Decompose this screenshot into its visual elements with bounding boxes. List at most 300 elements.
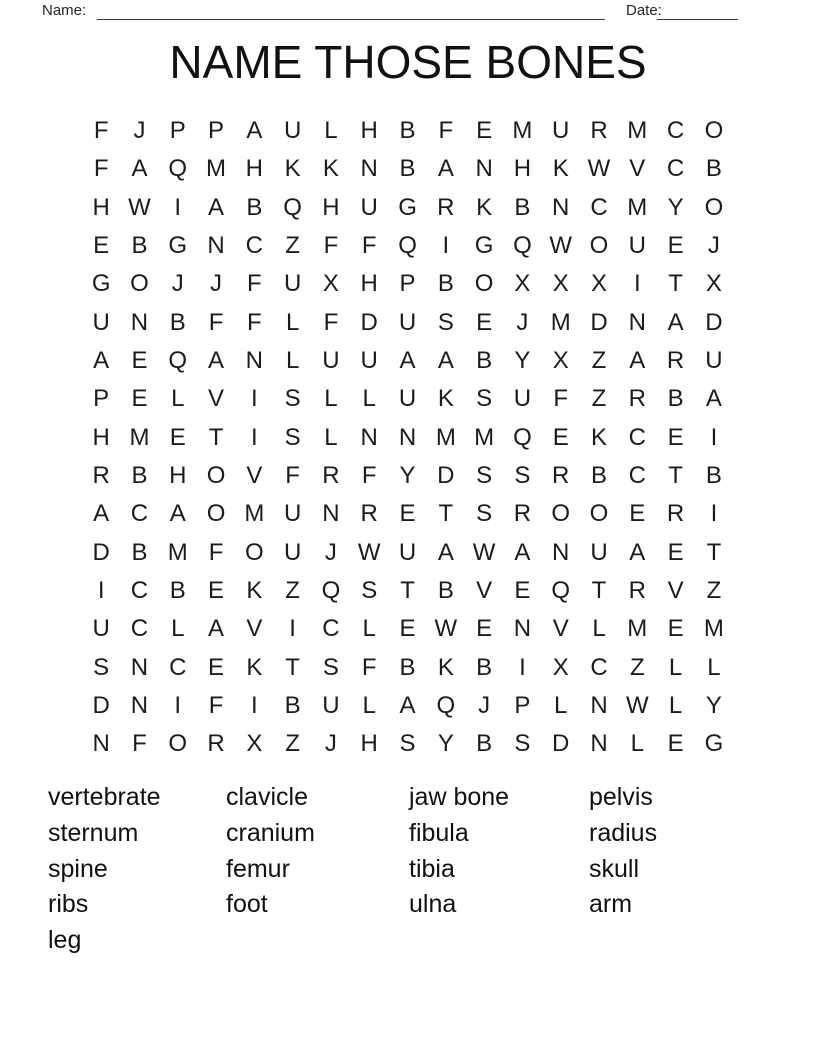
grid-letter: G [91, 270, 111, 298]
grid-letter: N [245, 347, 263, 375]
grid-letter: J [133, 117, 146, 145]
grid-letter: I [442, 232, 450, 260]
word-list-column [226, 780, 409, 959]
grid-letter: A [93, 500, 110, 528]
grid-letter: F [208, 308, 224, 336]
word-list-item: arm [589, 890, 633, 919]
grid-letter: L [362, 615, 376, 643]
grid-letter: B [705, 155, 722, 183]
grid-letter: Z [285, 577, 300, 605]
grid-letter: L [668, 653, 683, 681]
grid-letter: R [590, 117, 608, 145]
grid-letter: K [322, 155, 339, 183]
grid-letter: X [514, 270, 531, 298]
grid-letter: K [591, 423, 608, 451]
grid-letter: G [704, 730, 724, 758]
grid-letter: Q [513, 232, 532, 260]
grid-letter: E [476, 308, 493, 336]
grid-letter: G [168, 232, 188, 260]
grid-letter: X [705, 270, 722, 298]
grid-letter: T [438, 500, 454, 528]
grid-letter: R [666, 500, 685, 528]
grid-letter: N [207, 232, 225, 260]
grid-letter: I [251, 423, 258, 451]
grid-letter: P [169, 117, 186, 145]
grid-letter: Z [591, 385, 607, 413]
grid-letter: S [93, 653, 110, 681]
grid-letter: Q [513, 423, 532, 451]
grid-letter: L [668, 692, 683, 720]
grid-letter: B [514, 193, 531, 221]
grid-letter: C [628, 462, 646, 490]
grid-letter: U [360, 347, 378, 375]
grid-letter: R [92, 462, 110, 490]
grid-letter: A [131, 155, 148, 183]
grid-letter: A [208, 347, 225, 375]
grid-letter: C [130, 615, 149, 643]
grid-letter: S [437, 308, 454, 336]
grid-letter: U [283, 500, 302, 528]
grid-letter: C [322, 615, 340, 643]
grid-letter: A [399, 347, 416, 375]
grid-letter: O [206, 462, 226, 490]
grid-letter: D [705, 308, 723, 336]
grid-letter: T [668, 462, 683, 490]
word-list-item: spine [48, 854, 108, 883]
grid-letter: B [399, 117, 416, 145]
grid-letter: H [322, 193, 340, 221]
grid-letter: F [132, 730, 147, 758]
grid-letter: B [705, 462, 722, 490]
grid-letter: C [666, 117, 685, 145]
grid-letter: Q [398, 232, 417, 260]
grid-letter: X [552, 347, 569, 375]
grid-letter: Q [168, 347, 188, 375]
grid-letter: M [550, 308, 571, 336]
grid-letter: T [591, 577, 607, 605]
grid-letter: Y [399, 462, 416, 490]
grid-letter: U [513, 385, 532, 413]
grid-letter: M [435, 423, 456, 451]
grid-letter: U [552, 117, 570, 145]
grid-letter: U [283, 117, 302, 145]
grid-letter: U [360, 193, 378, 221]
grid-letter: E [476, 615, 493, 643]
grid-letter: B [131, 462, 148, 490]
grid-letter: L [324, 117, 338, 145]
grid-letter: F [208, 692, 224, 720]
grid-letter: N [92, 730, 110, 758]
grid-letter: E [208, 653, 225, 681]
grid-letter: H [360, 270, 378, 298]
grid-letter: U [283, 270, 302, 298]
grid-letter: L [285, 347, 300, 375]
grid-letter: S [476, 500, 493, 528]
grid-letter: E [629, 500, 646, 528]
grid-letter: J [210, 270, 223, 298]
grid-letter: V [552, 615, 569, 643]
grid-letter: G [398, 193, 417, 221]
grid-letter: R [360, 500, 378, 528]
grid-letter: Q [168, 155, 188, 183]
grid-letter: S [361, 577, 378, 605]
word-list-column [48, 780, 226, 959]
grid-letter: B [476, 730, 493, 758]
grid-letter: O [589, 232, 609, 260]
grid-letter: D [92, 692, 110, 720]
grid-letter: W [128, 193, 151, 221]
grid-letter: W [587, 155, 611, 183]
grid-letter: L [554, 692, 568, 720]
grid-letter: S [399, 730, 416, 758]
grid-letter: J [171, 270, 184, 298]
grid-letter: J [324, 730, 337, 758]
grid-letter: Z [285, 730, 300, 758]
grid-letter: E [514, 577, 531, 605]
grid-letter: Q [321, 577, 341, 605]
grid-letter: U [398, 308, 417, 336]
grid-letter: C [628, 423, 646, 451]
grid-letter: W [472, 538, 496, 566]
grid-letter: R [207, 730, 225, 758]
grid-letter: F [247, 308, 262, 336]
grid-letter: N [130, 692, 149, 720]
grid-letter: O [704, 193, 724, 221]
grid-letter: A [93, 347, 110, 375]
grid-letter: N [552, 193, 570, 221]
word-list-item: radius [589, 818, 658, 847]
grid-letter: I [633, 270, 641, 298]
grid-letter: W [549, 232, 573, 260]
grid-letter: F [323, 308, 339, 336]
grid-letter: Z [285, 232, 300, 260]
grid-letter: I [97, 577, 105, 605]
grid-letter: L [592, 615, 606, 643]
grid-letter: H [513, 155, 532, 183]
grid-letter: F [208, 538, 224, 566]
grid-letter: W [625, 692, 649, 720]
grid-letter: A [208, 615, 225, 643]
grid-letter: X [591, 270, 608, 298]
grid-letter: H [360, 117, 378, 145]
grid-letter: C [130, 577, 149, 605]
grid-letter: Y [667, 193, 684, 221]
grid-letter: K [437, 385, 454, 413]
grid-letter: A [437, 347, 454, 375]
grid-letter: H [92, 423, 110, 451]
grid-letter: I [174, 692, 182, 720]
grid-letter: A [437, 155, 454, 183]
grid-letter: V [667, 577, 684, 605]
grid-letter: O [474, 270, 494, 298]
word-list-item: ribs [48, 890, 89, 919]
grid-letter: N [322, 500, 340, 528]
grid-letter: N [360, 423, 378, 451]
grid-letter: D [360, 308, 378, 336]
grid-letter: M [627, 193, 648, 221]
grid-letter: R [322, 462, 340, 490]
grid-letter: T [706, 538, 722, 566]
grid-letter: N [552, 538, 570, 566]
grid-letter: M [206, 155, 227, 183]
grid-letter: Z [591, 347, 607, 375]
grid-letter: F [361, 232, 377, 260]
grid-letter: F [93, 155, 109, 183]
grid-letter: D [92, 538, 110, 566]
grid-letter: N [590, 730, 608, 758]
grid-letter: B [476, 653, 493, 681]
grid-letter: P [514, 692, 531, 720]
grid-letter: E [667, 423, 684, 451]
grid-letter: B [476, 347, 493, 375]
grid-letter: B [399, 653, 416, 681]
grid-letter: W [434, 615, 458, 643]
date-fill-line [657, 3, 738, 20]
grid-letter: P [399, 270, 416, 298]
grid-letter: Q [436, 692, 456, 720]
grid-letter: E [131, 385, 148, 413]
grid-letter: N [513, 615, 532, 643]
grid-letter: E [667, 232, 684, 260]
grid-letter: X [552, 270, 569, 298]
grid-letter: V [246, 615, 263, 643]
grid-letter: U [398, 538, 417, 566]
grid-letter: M [167, 538, 188, 566]
grid-letter: U [705, 347, 723, 375]
grid-letter: T [668, 270, 683, 298]
grid-letter: F [438, 117, 454, 145]
grid-letter: S [476, 385, 493, 413]
grid-letter: E [169, 423, 186, 451]
grid-letter: S [514, 462, 531, 490]
grid-letter: E [131, 347, 148, 375]
grid-letter: T [208, 423, 224, 451]
grid-letter: O [551, 500, 571, 528]
grid-letter: C [590, 653, 608, 681]
word-search-grid [82, 112, 733, 764]
grid-letter: X [246, 730, 263, 758]
grid-letter: O [206, 500, 226, 528]
grid-letter: A [437, 538, 454, 566]
grid-letter: I [519, 653, 526, 681]
grid-letter: L [362, 385, 376, 413]
grid-letter: E [399, 500, 416, 528]
grid-letter: U [322, 692, 340, 720]
grid-letter: B [437, 270, 454, 298]
word-list-item: sternum [48, 818, 139, 847]
word-list-item: femur [226, 854, 290, 883]
grid-letter: Y [514, 347, 531, 375]
grid-letter: F [247, 270, 262, 298]
grid-letter: L [324, 423, 338, 451]
grid-letter: A [629, 538, 646, 566]
grid-letter: A [169, 500, 186, 528]
name-label: Name: [42, 2, 87, 19]
grid-letter: A [208, 193, 225, 221]
word-list-item: jaw bone [409, 783, 510, 811]
grid-letter: B [284, 692, 301, 720]
grid-letter: U [92, 615, 110, 643]
grid-letter: I [289, 615, 296, 643]
grid-letter: U [398, 385, 417, 413]
grid-letter: I [710, 500, 718, 528]
grid-letter: L [707, 653, 721, 681]
grid-letter: T [285, 653, 300, 681]
grid-letter: A [514, 538, 531, 566]
grid-letter: Q [551, 577, 571, 605]
grid-letter: B [169, 308, 186, 336]
word-list-item: clavicle [226, 783, 308, 811]
grid-letter: O [704, 117, 724, 145]
grid-letter: F [285, 462, 300, 490]
grid-letter: I [251, 692, 258, 720]
grid-letter: I [710, 423, 718, 451]
grid-letter: U [590, 538, 608, 566]
grid-letter: E [552, 423, 569, 451]
grid-letter: M [627, 615, 648, 643]
grid-letter: M [244, 500, 265, 528]
grid-letter: M [129, 423, 150, 451]
grid-letter: N [398, 423, 417, 451]
grid-letter: K [437, 653, 454, 681]
grid-letter: S [514, 730, 531, 758]
grid-letter: M [627, 117, 648, 145]
grid-letter: M [512, 117, 533, 145]
grid-letter: X [322, 270, 339, 298]
grid-letter: H [360, 730, 378, 758]
grid-letter: C [590, 193, 608, 221]
grid-letter: L [362, 692, 376, 720]
grid-letter: A [667, 308, 684, 336]
grid-letter: N [590, 692, 608, 720]
grid-letter: B [399, 155, 416, 183]
grid-letter: V [629, 155, 646, 183]
grid-letter: O [130, 270, 149, 298]
grid-letter: G [474, 232, 494, 260]
grid-letter: Y [437, 730, 454, 758]
grid-letter: B [131, 538, 148, 566]
grid-letter: Y [705, 692, 722, 720]
grid-letter: B [667, 385, 684, 413]
grid-letter: Z [706, 577, 722, 605]
word-list-item: tibia [409, 854, 455, 883]
word-list-item: vertebrate [48, 783, 161, 811]
grid-letter: C [666, 155, 685, 183]
grid-letter: S [476, 462, 493, 490]
grid-letter: V [208, 385, 225, 413]
grid-letter: A [705, 385, 722, 413]
grid-letter: R [628, 385, 646, 413]
grid-letter: R [628, 577, 646, 605]
grid-letter: E [667, 538, 684, 566]
grid-letter: W [357, 538, 381, 566]
word-list-item: foot [226, 890, 268, 919]
grid-letter: A [246, 117, 263, 145]
grid-letter: R [513, 500, 532, 528]
word-list [48, 780, 657, 959]
grid-letter: L [630, 730, 644, 758]
grid-letter: P [93, 385, 110, 413]
grid-letter: O [245, 538, 264, 566]
grid-letter: E [93, 232, 110, 260]
grid-letter: B [437, 577, 454, 605]
grid-letter: V [246, 462, 263, 490]
grid-letter: E [667, 730, 684, 758]
grid-letter: T [400, 577, 415, 605]
grid-letter: O [168, 730, 188, 758]
grid-letter: H [169, 462, 187, 490]
grid-letter: K [476, 193, 493, 221]
grid-letter: F [361, 653, 377, 681]
grid-letter: A [629, 347, 646, 375]
grid-letter: U [92, 308, 110, 336]
grid-letter: R [552, 462, 570, 490]
grid-letter: K [246, 653, 263, 681]
grid-letter: C [245, 232, 263, 260]
grid-letter: B [131, 232, 148, 260]
page-title: NAME THOSE BONES [169, 36, 647, 88]
word-list-column [409, 780, 589, 959]
grid-letter: B [246, 193, 263, 221]
grid-letter: F [93, 117, 109, 145]
grid-letter: J [516, 308, 529, 336]
grid-letter: B [169, 577, 186, 605]
grid-letter: V [476, 577, 493, 605]
grid-letter: S [284, 423, 301, 451]
name-fill-line [97, 3, 605, 20]
grid-letter: D [552, 730, 570, 758]
grid-letter: N [628, 308, 646, 336]
grid-letter: M [703, 615, 724, 643]
grid-letter: H [92, 193, 110, 221]
grid-letter: R [666, 347, 685, 375]
grid-letter: J [324, 538, 337, 566]
grid-letter: Z [629, 653, 645, 681]
grid-letter: F [323, 232, 339, 260]
grid-letter: N [475, 155, 493, 183]
date-label: Date: [626, 2, 662, 19]
word-list-item: skull [589, 854, 640, 883]
grid-letter: S [322, 653, 339, 681]
grid-letter: K [552, 155, 569, 183]
grid-letter: J [707, 232, 720, 260]
grid-letter: U [628, 232, 646, 260]
word-list-item: ulna [409, 890, 457, 919]
grid-letter: D [437, 462, 455, 490]
grid-letter: E [399, 615, 416, 643]
grid-letter: E [208, 577, 225, 605]
grid-letter: L [285, 308, 300, 336]
grid-letter: E [476, 117, 493, 145]
grid-letter: L [171, 385, 185, 413]
grid-letter: U [283, 538, 302, 566]
grid-letter: J [478, 692, 491, 720]
grid-letter: L [324, 385, 338, 413]
grid-letter: M [474, 423, 495, 451]
grid-letter: C [130, 500, 149, 528]
grid-letter: L [171, 615, 185, 643]
grid-letter: P [208, 117, 225, 145]
grid-letter: N [130, 308, 149, 336]
grid-letter: F [553, 385, 569, 413]
grid-letter: K [246, 577, 263, 605]
grid-letter: Q [283, 193, 302, 221]
grid-letter: N [360, 155, 378, 183]
grid-letter: N [130, 653, 149, 681]
grid-letter: I [174, 193, 182, 221]
grid-letter: I [251, 385, 258, 413]
grid-letter: R [437, 193, 455, 221]
